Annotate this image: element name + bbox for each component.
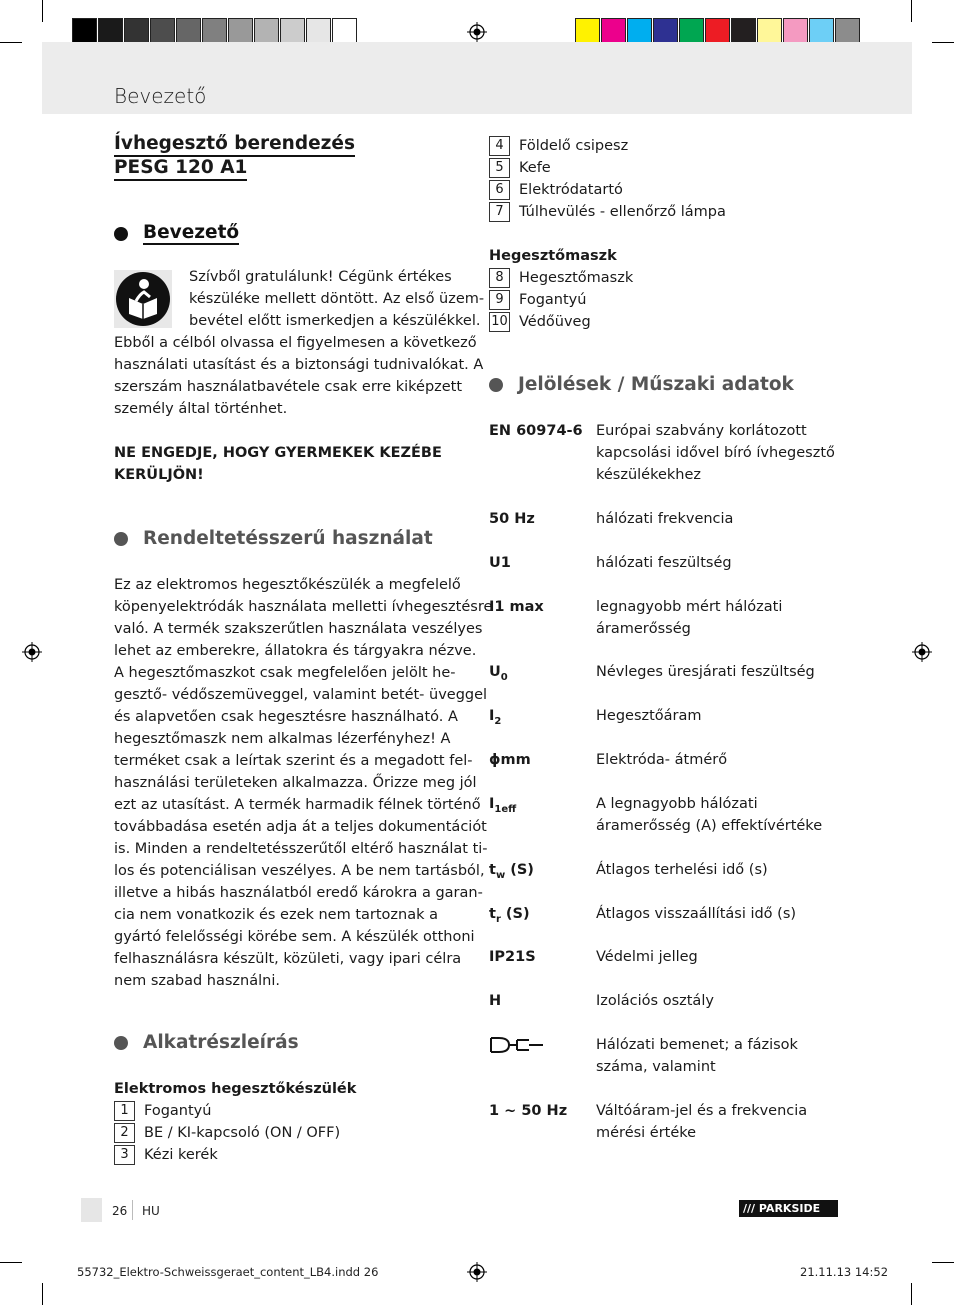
part-item: [114, 1144, 340, 1166]
brand-logo: /// PARKSIDE: [739, 1200, 838, 1217]
spec-value-line: Hegesztőáram: [596, 708, 702, 724]
parts-list-welder-continued: [489, 135, 726, 223]
text-line: KERÜLJÖN!: [114, 467, 204, 483]
document-title-line2: PESG 120 A1: [114, 157, 247, 181]
part-number: 3: [114, 1145, 135, 1165]
spec-key-main: t: [489, 862, 496, 878]
part-number: 9: [489, 290, 510, 310]
color-swatch: [783, 18, 808, 45]
registration-mark-icon: [467, 22, 487, 42]
spec-key-main: I: [489, 796, 495, 812]
mains-plug-icon: [489, 1034, 545, 1056]
color-swatch: [757, 18, 782, 45]
text-line: szerszám használatbavétele csak erre kiképzett: [114, 379, 463, 395]
part-label: Elektródatartó: [519, 182, 623, 198]
spec-value-line: legnagyobb mért hálózati: [596, 599, 783, 615]
spec-value: [596, 1100, 836, 1144]
text-line: lehet az emberekre, állatokra és tárgyakra nézve.: [114, 643, 477, 659]
spec-key-main: IP21S: [489, 949, 536, 965]
spec-key: [489, 552, 511, 574]
spec-value: [596, 903, 836, 925]
text-line: illetve a hibás használatból eredő károkra a garan-: [114, 885, 483, 901]
part-number: 6: [489, 180, 510, 200]
text-line: továbbadása esetén adja át a teljes dokumentációt: [114, 819, 487, 835]
registration-mark-icon: [467, 1262, 487, 1282]
color-swatch: [679, 18, 704, 45]
spec-value-line: áramerősség: [596, 621, 691, 637]
text-line: Ez az elektromos hegesztőkészülék a megfelelő: [114, 577, 461, 593]
text-line: felhasználásra készült, közületi, vagy ipari célra: [114, 951, 462, 967]
part-number: 4: [489, 136, 510, 156]
color-swatch: [835, 18, 860, 45]
spec-key: [489, 596, 544, 618]
spec-value-line: mérési értéke: [596, 1125, 697, 1141]
color-swatch: [202, 18, 227, 45]
document-title: [114, 133, 355, 181]
intro-paragraph: [114, 332, 484, 420]
part-item: [489, 157, 726, 179]
spec-key-main: I: [489, 708, 495, 724]
spec-value-line: Hálózati bemenet; a fázisok: [596, 1037, 798, 1053]
spec-key: [489, 1034, 545, 1063]
spec-key: [489, 990, 501, 1012]
language-code: HU: [142, 1204, 160, 1218]
spec-key: [489, 1100, 567, 1122]
section-heading-intro: Bevezető: [114, 222, 239, 245]
intro-paragraph-right: [189, 266, 485, 332]
part-item: [489, 311, 633, 333]
spec-value-line: készülékekhez: [596, 467, 702, 483]
spec-value: [596, 420, 836, 486]
spec-key: [489, 749, 531, 771]
part-label: BE / KI-kapcsoló (ON / OFF): [144, 1125, 341, 1141]
spec-value: [596, 749, 836, 771]
color-swatch: [601, 18, 626, 45]
spec-key-main: I1 max: [489, 599, 544, 615]
spec-key-main: U1: [489, 555, 511, 571]
part-number: 5: [489, 158, 510, 178]
section-heading-intended-use: Rendeltetésszerű használat: [114, 528, 433, 549]
part-item: [489, 289, 633, 311]
crop-mark: [0, 1262, 22, 1263]
color-swatch: [124, 18, 149, 45]
color-swatch: [731, 18, 756, 45]
spec-value-line: A legnagyobb hálózati: [596, 796, 758, 812]
spec-value: [596, 508, 836, 530]
part-number: 7: [489, 202, 510, 222]
color-swatch: [809, 18, 834, 45]
text-line: hegesztőmaszk nem alkalmas lézerfényhez! A: [114, 731, 451, 747]
spec-key-suffix: (S): [500, 906, 530, 922]
part-label: Hegesztőmaszk: [519, 270, 634, 286]
color-swatch: [228, 18, 253, 45]
registration-mark-icon: [912, 642, 932, 662]
spec-value-line: Váltóáram-jel és a frekvencia: [596, 1103, 808, 1119]
spec-value-line: áramerősség (A) effektívértéke: [596, 818, 823, 834]
part-label: Földelő csipesz: [519, 138, 629, 154]
color-swatch: [705, 18, 730, 45]
spec-key-subscript: 1eff: [494, 803, 517, 815]
spec-key-subscript: r: [495, 913, 501, 925]
bullet-icon: [489, 378, 503, 392]
read-manual-icon: [114, 270, 172, 328]
spec-value: [596, 552, 836, 574]
spec-key-main: 1 ~ 50 Hz: [489, 1103, 568, 1119]
intended-use-paragraph: [114, 574, 493, 992]
text-line: bevétel előtt ismerkedjen a készülékkel.: [189, 313, 481, 329]
spec-value: [596, 859, 836, 881]
spec-key: [489, 705, 501, 733]
text-line: személy által történhet.: [114, 401, 288, 417]
bullet-icon: [114, 1036, 128, 1050]
spec-value-line: Elektróda- átmérő: [596, 752, 728, 768]
crop-mark: [42, 1283, 43, 1305]
page-number-box: [81, 1198, 102, 1222]
text-line: való. A termék szakszerűtlen használata veszélyes: [114, 621, 483, 637]
part-item: [114, 1100, 340, 1122]
color-swatch: [98, 18, 123, 45]
spec-value-line: hálózati feszültség: [596, 555, 732, 571]
spec-value-line: Átlagos terhelési idő (s): [596, 862, 768, 878]
part-label: Túlhevülés - ellenőrző lámpa: [519, 204, 726, 220]
print-date-info: 21.11.13 14:52: [800, 1265, 889, 1279]
color-swatch: [332, 18, 357, 45]
text-line: köpenyelektródák használata melletti ívhegesztésre: [114, 599, 493, 615]
spec-key-main: U: [489, 664, 501, 680]
spec-value: [596, 596, 836, 640]
spec-key: [489, 661, 508, 689]
color-swatch: [150, 18, 175, 45]
spec-value-line: Izolációs osztály: [596, 993, 714, 1009]
text-line: Szívből gratulálunk! Cégünk értékes: [189, 269, 452, 285]
spec-value-line: Névleges üresjárati feszültség: [596, 664, 815, 680]
text-line: és alapvetően csak hegesztésre használható. A: [114, 709, 458, 725]
spec-key: [489, 859, 534, 887]
text-line: NE ENGEDJE, HOGY GYERMEKEK KEZÉBE: [114, 445, 442, 461]
parts-list-welder: [114, 1100, 340, 1166]
warning-text: [114, 442, 474, 486]
color-swatch: [176, 18, 201, 45]
spec-key: [489, 946, 536, 968]
part-label: Védőüveg: [519, 314, 591, 330]
part-item: [489, 135, 726, 157]
parts-list-mask: [489, 267, 633, 333]
page-header-title: Bevezető: [114, 84, 207, 108]
color-swatch: [254, 18, 279, 45]
text-line: gyártó felelősségi körébe sem. A készülék otthoni: [114, 929, 475, 945]
text-line: Ebből a célból olvassa el figyelmesen a következő: [114, 335, 477, 351]
text-line: A hegesztőmaszkot csak megfelelően jelölt he-: [114, 665, 456, 681]
spec-key: [489, 793, 516, 821]
spec-value: [596, 990, 836, 1012]
text-line: terméket csak a leírtak szerint és a megadott fel-: [114, 753, 473, 769]
crop-mark: [0, 42, 22, 43]
section-heading-specs: Jelölések / Műszaki adatok: [489, 374, 794, 395]
part-label: Kézi kerék: [144, 1147, 218, 1163]
text-line: is. Minden a rendeltetésszerűtől eltérő használat ti-: [114, 841, 488, 857]
color-swatch: [575, 18, 600, 45]
part-label: Fogantyú: [519, 292, 587, 308]
spec-key-main: 50 Hz: [489, 511, 535, 527]
spec-value: [596, 705, 836, 727]
part-number: 2: [114, 1123, 135, 1143]
spec-value: [596, 793, 836, 837]
crop-mark: [911, 0, 912, 22]
bullet-icon: [114, 227, 128, 241]
color-swatch: [653, 18, 678, 45]
spec-key-main: t: [489, 906, 496, 922]
color-swatch: [627, 18, 652, 45]
spec-key-subscript: w: [495, 869, 506, 881]
spec-value-line: hálózati frekvencia: [596, 511, 734, 527]
spec-key-main: ϕmm: [489, 752, 531, 768]
part-label: Kefe: [519, 160, 551, 176]
parts-subheading-welder: Elektromos hegesztőkészülék: [114, 1081, 357, 1097]
part-item: [114, 1122, 340, 1144]
spec-key-subscript: 0: [500, 671, 508, 683]
process-color-bar: [575, 18, 861, 45]
crop-mark: [42, 0, 43, 22]
spec-key: [489, 508, 535, 530]
spec-value: [596, 946, 836, 968]
part-number: 8: [489, 268, 510, 288]
text-line: gesztő- védőszemüveggel, valamint betét- üveggel: [114, 687, 488, 703]
spec-value-line: száma, valamint: [596, 1059, 716, 1075]
spec-key: [489, 420, 583, 442]
bullet-icon: [114, 532, 128, 546]
color-swatch: [280, 18, 305, 45]
color-swatch: [306, 18, 331, 45]
text-line: los és potenciálisan veszélyes. A be nem tartásból,: [114, 863, 485, 879]
spec-value-line: Védelmi jelleg: [596, 949, 698, 965]
crop-mark: [932, 42, 954, 43]
part-label: Fogantyú: [144, 1103, 212, 1119]
spec-key: [489, 903, 530, 931]
crop-mark: [911, 1283, 912, 1305]
footer-divider: [132, 1200, 133, 1220]
text-line: használási területeken alkalmazza. Őrizze meg jól: [114, 775, 477, 791]
spec-key-subscript: 2: [494, 715, 502, 727]
spec-value-line: Átlagos visszaállítási idő (s): [596, 906, 797, 922]
text-line: nem szabad használni.: [114, 973, 280, 989]
gray-color-bar: [72, 18, 358, 45]
part-item: [489, 267, 633, 289]
text-line: ezt az utasítást. A termék harmadik félnek történő: [114, 797, 481, 813]
registration-mark-icon: [22, 642, 42, 662]
crop-mark: [932, 1262, 954, 1263]
print-file-info: 55732_Elektro-Schweissgeraet_content_LB4.indd 26: [77, 1265, 379, 1279]
page-number: 26: [112, 1204, 128, 1218]
text-line: cia nem vonatkozik és ezek nem tartoznak a: [114, 907, 439, 923]
part-item: [489, 201, 726, 223]
parts-subheading-mask: Hegesztőmaszk: [489, 248, 617, 264]
spec-value-line: Európai szabvány korlátozott: [596, 423, 807, 439]
part-number: 1: [114, 1101, 135, 1121]
spec-key-main: H: [489, 993, 502, 1009]
spec-key-suffix: (S): [505, 862, 534, 878]
text-line: készüléke mellett döntött. Az első üzem-: [189, 291, 485, 307]
spec-value-line: kapcsolási idővel bíró ívhegesztő: [596, 445, 835, 461]
spec-value: [596, 1034, 836, 1078]
section-heading-parts: Alkatrészleírás: [114, 1032, 299, 1053]
part-number: 10: [489, 312, 510, 332]
part-item: [489, 179, 726, 201]
spec-key-main: EN 60974-6: [489, 423, 583, 439]
text-line: használati utasítást és a biztonsági tudnivalókat. A: [114, 357, 484, 373]
color-swatch: [72, 18, 97, 45]
spec-value: [596, 661, 836, 683]
document-title-line1: Ívhegesztő berendezés: [114, 133, 355, 157]
